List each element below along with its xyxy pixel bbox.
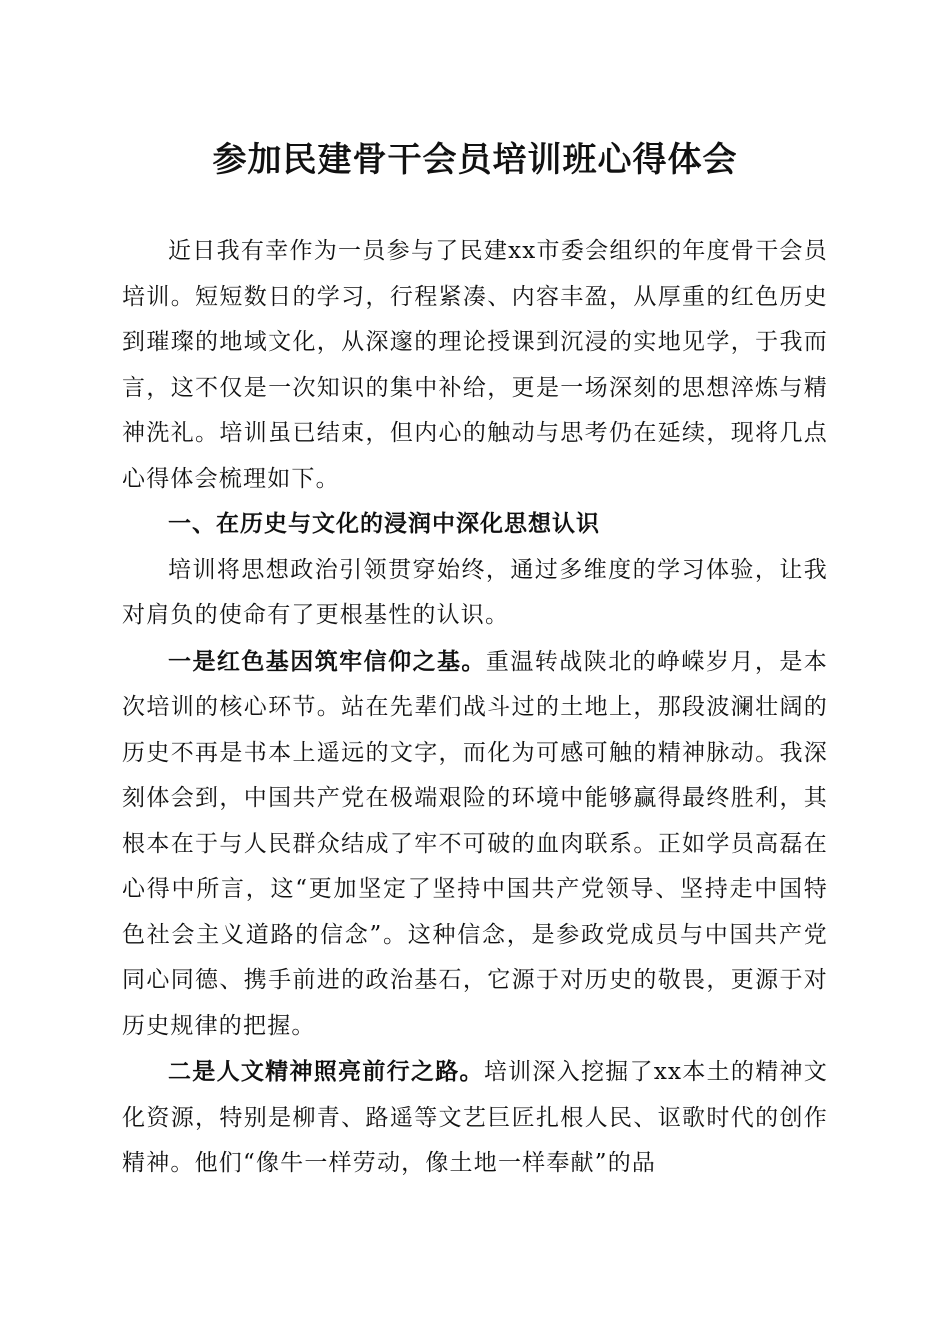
document-body bbox=[122, 229, 828, 1187]
point-2-lead: 二是人文精神照亮前行之路。 bbox=[168, 1058, 484, 1085]
intro-paragraph: 近日我有幸作为一员参与了民建xx市委会组织的年度骨干会员培训。短短数日的学习，行程紧凑、内容丰盈，从厚重的红色历史到璀璨的地域文化，从深邃的理论授课到沉浸的实地见学，于我而言，这不仅是一次知识的集中补给，更是一场深刻的思想淬炼与精神洗礼。培训虽已结束，但内心的触动与思考仍在延续，现将几点心得体会梳理如下。 bbox=[122, 238, 828, 492]
point-2-text: 培训深入挖掘了xx本土的精神文化资源，特别是柳青、路遥等文艺巨匠扎根人民、讴歌时代的创作精神。他们“像牛一样劳动，像土地一样奉献”的品 bbox=[122, 1059, 828, 1176]
section-1-intro-paragraph: 培训将思想政治引领贯穿始终，通过多维度的学习体验，让我对肩负的使命有了更根基性的认识。 bbox=[122, 556, 828, 628]
point-1-lead: 一是红色基因筑牢信仰之基。 bbox=[168, 647, 486, 675]
section-heading-1: 一、在历史与文化的浸润中深化思想认识 bbox=[168, 511, 600, 537]
point-1-text: 重温转战陕北的峥嵘岁月，是本次培训的核心环节。站在先辈们战斗过的土地上，那段波澜壮阔的历史不再是书本上遥远的文字，而化为可感可触的精神脉动。我深刻体会到，中国共产党在极端艰险的环境中能够赢得最终胜利，其根本在于与人民群众结成了牢不可破的血肉联系。正如学员高磊在心得中所言，这“更加坚定了坚持中国共产党领导、坚持走中国特色社会主义道路的信念”。这种信念，是参政党成员与中国共产党同心同德、携手前进的政治基石，它源于对历史的敬畏，更源于对历史规律的把握。 bbox=[122, 648, 828, 1039]
point-1-paragraph bbox=[122, 639, 828, 1050]
document-title: 参加民建骨干会员培训班心得体会 bbox=[212, 140, 738, 180]
point-2-paragraph bbox=[122, 1049, 828, 1187]
